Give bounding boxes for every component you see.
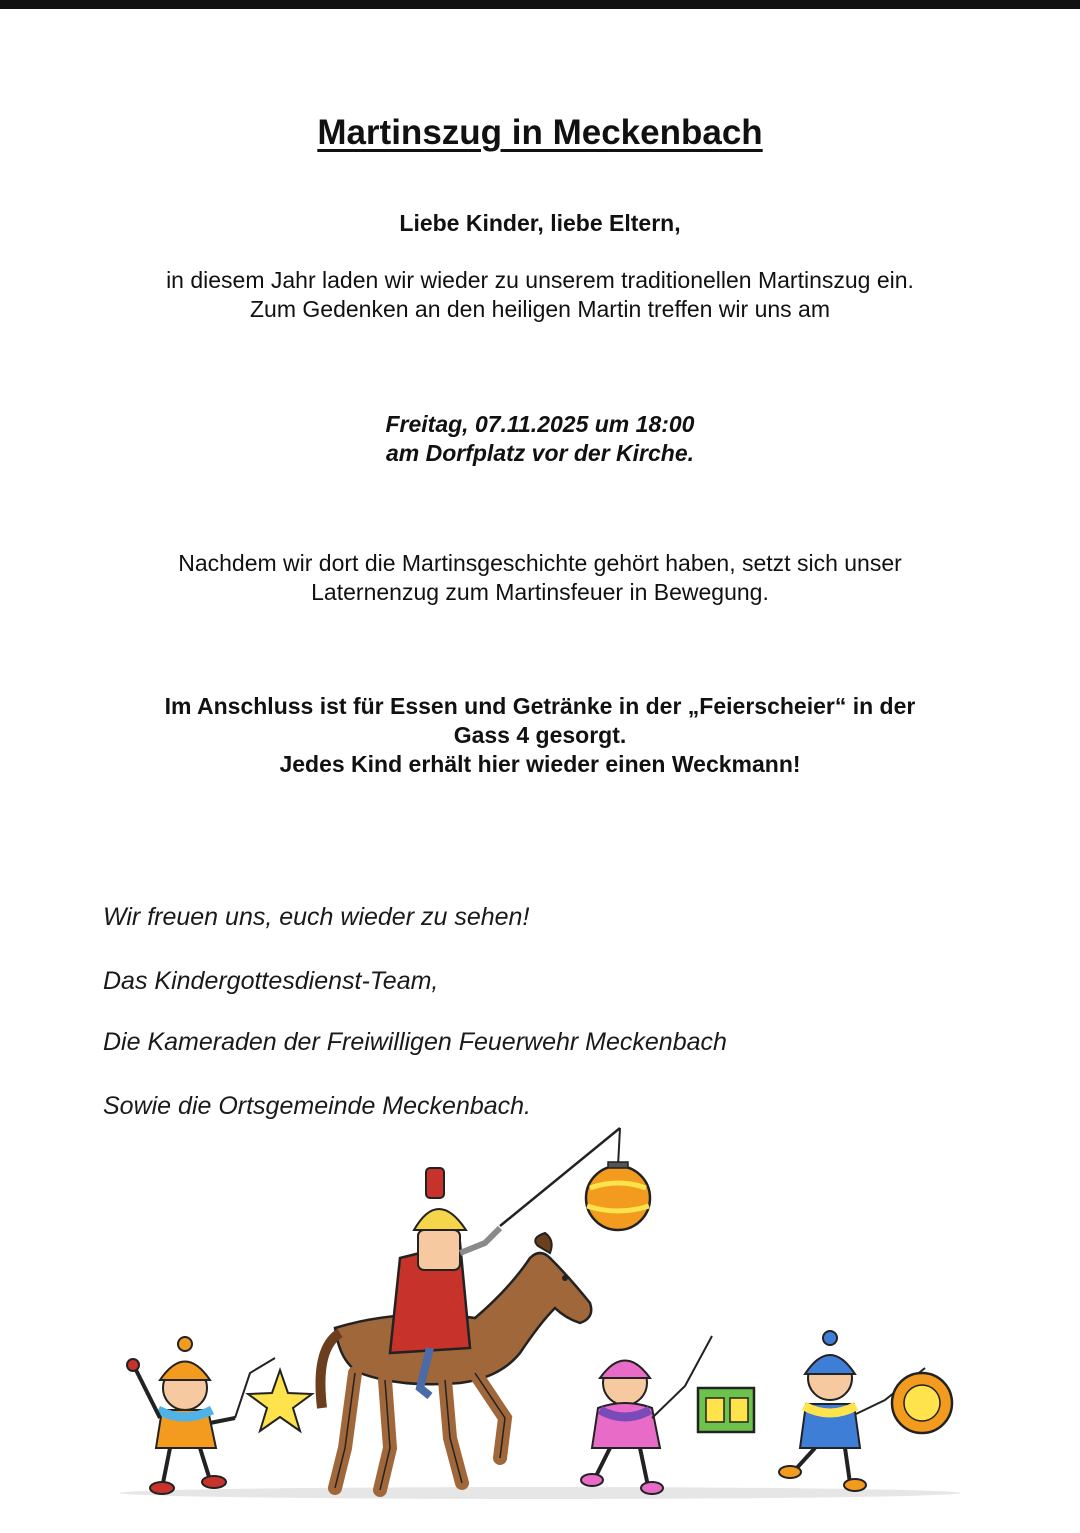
event-date xyxy=(0,410,1080,468)
helmet-plume xyxy=(426,1168,444,1198)
ground-shadow xyxy=(120,1487,960,1499)
afterwards-paragraph xyxy=(0,692,1080,779)
star-lantern-icon xyxy=(248,1370,312,1431)
procession-line: Nachdem wir dort die Martinsgeschichte gehört haben, setzt sich unser xyxy=(178,550,902,576)
orange-round-lantern-icon xyxy=(586,1128,650,1230)
intro-line: Zum Gedenken an den heiligen Martin treffen wir uns am xyxy=(250,296,830,322)
procession-paragraph xyxy=(0,549,1080,607)
afterwards-line: Gass 4 gesorgt. xyxy=(453,722,627,748)
child-with-star-lantern xyxy=(127,1337,312,1494)
procession-line: Laternenzug zum Martinsfeuer in Bewegung. xyxy=(311,579,769,605)
intro-line: in diesem Jahr laden wir wieder zu unserem traditionellen Martinszug ein. xyxy=(166,267,914,293)
greeting: Liebe Kinder, liebe Eltern, xyxy=(399,210,681,236)
signature-fire-brigade: Die Kameraden der Freiwilligen Feuerwehr Meckenbach xyxy=(103,1028,727,1056)
top-border xyxy=(0,0,1080,9)
location-line: am Dorfplatz vor der Kirche. xyxy=(385,440,695,466)
closing-line: Wir freuen uns, euch wieder zu sehen! xyxy=(103,903,530,931)
signature-team: Das Kindergottesdienst-Team, xyxy=(103,967,439,995)
date-time-line: Freitag, 07.11.2025 um 18:00 xyxy=(385,411,695,437)
st-martin-lantern-procession-illustration xyxy=(100,1118,980,1518)
weckmann-line: Jedes Kind erhält hier wieder einen Weckmann! xyxy=(279,751,801,777)
signature-municipality: Sowie die Ortsgemeinde Meckenbach. xyxy=(103,1092,532,1120)
afterwards-line: Im Anschluss ist für Essen und Getränke in der „Feierscheier“ in der xyxy=(164,693,916,719)
intro-paragraph xyxy=(0,266,1080,324)
girl-with-square-lantern xyxy=(581,1336,754,1494)
boy-with-sun-lantern xyxy=(779,1331,952,1491)
page-title: Martinszug in Meckenbach xyxy=(317,113,763,152)
